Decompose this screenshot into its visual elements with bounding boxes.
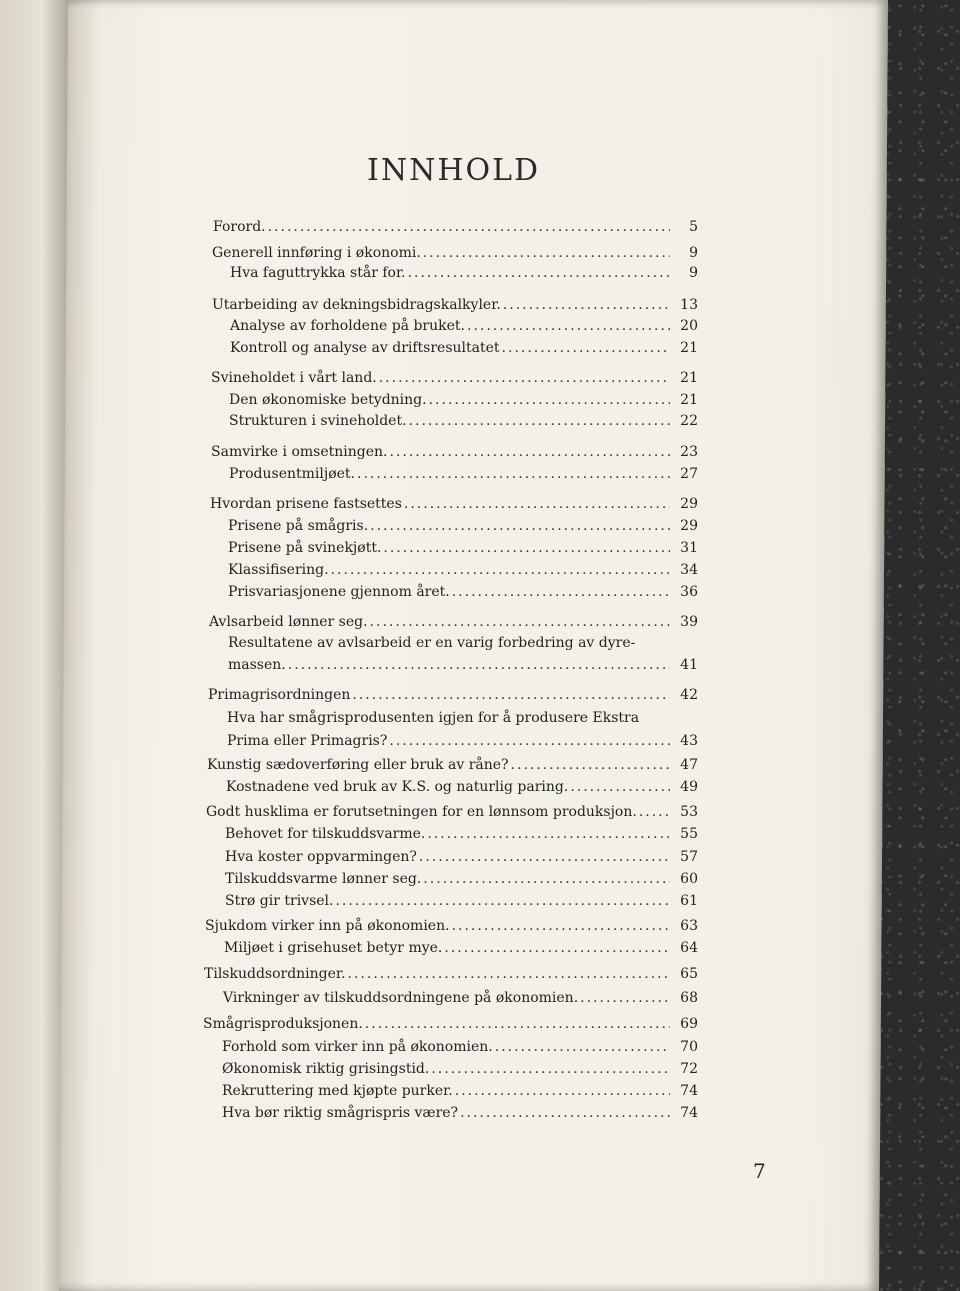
dot-leader xyxy=(511,757,670,773)
dot-leader xyxy=(335,893,670,909)
toc-entry-label: Prisene på smågris. xyxy=(228,518,369,534)
toc-subentry xyxy=(225,893,698,913)
dot-leader xyxy=(502,340,670,356)
toc-entry xyxy=(212,245,698,265)
toc-entry-label: Miljøet i grisehuset betyr mye. xyxy=(224,940,443,956)
toc-entry-page: 22 xyxy=(680,413,698,429)
toc-subentry-label-line1: Resultatene av avlsarbeid er en varig forbedring av dyre- xyxy=(228,635,636,651)
page-number: 7 xyxy=(753,1159,766,1183)
toc-entry-label: Generell innføring i økonomi. xyxy=(212,245,421,261)
toc-entry-label: Tilskuddsordninger. xyxy=(204,966,346,982)
dot-leader xyxy=(423,245,670,261)
dot-leader xyxy=(460,1105,670,1121)
toc-entry xyxy=(208,687,698,707)
toc-entry-label: Den økonomiske betydning. xyxy=(229,392,427,408)
toc-entry-label: Kostnadene ved bruk av K.S. og naturlig paring. xyxy=(226,779,569,795)
dot-leader xyxy=(419,849,670,865)
toc-entry-page: 21 xyxy=(680,392,698,408)
toc-entry-page: 29 xyxy=(680,496,698,512)
toc-subentry xyxy=(228,562,698,582)
toc-entry xyxy=(203,1016,698,1036)
dot-leader xyxy=(429,392,670,408)
toc-subentry xyxy=(230,340,698,360)
toc-entry-page: 63 xyxy=(680,918,698,934)
toc-subentry xyxy=(229,392,698,412)
toc-entry xyxy=(207,757,698,777)
toc-entry-label: Godt husklima er forutsetningen for en lønnsom produksjon. xyxy=(206,804,637,820)
toc-entry-label: Hva bør riktig smågrispris være? xyxy=(222,1105,459,1121)
dot-leader xyxy=(357,466,670,482)
toc-entry-page: 13 xyxy=(680,297,698,313)
toc-subentry xyxy=(228,540,698,560)
toc-entry-label: Strukturen i svineholdet. xyxy=(229,413,407,429)
dot-leader xyxy=(389,733,670,749)
toc-entry-label: Hva faguttrykka står for. xyxy=(230,265,406,281)
toc-entry xyxy=(205,918,698,938)
toc-entry-page: 47 xyxy=(680,757,698,773)
dot-leader xyxy=(580,990,670,1006)
toc-entry-page: 27 xyxy=(680,466,698,482)
toc-entry-label: Produsentmiljøet. xyxy=(229,466,355,482)
toc-entry-label: massen. xyxy=(228,657,286,673)
toc-entry-label: Sjukdom virker inn på økonomien. xyxy=(205,918,450,934)
toc-subentry xyxy=(227,733,698,753)
toc-entry xyxy=(211,444,698,464)
toc-subentry xyxy=(228,657,698,677)
toc-entry-page: 49 xyxy=(680,779,698,795)
toc-subentry xyxy=(224,940,698,960)
dot-leader xyxy=(365,1016,670,1032)
toc-entry-label: Prisvariasjonene gjennom året. xyxy=(228,584,450,600)
dot-leader xyxy=(404,496,670,512)
toc-entry-page: 39 xyxy=(680,614,698,630)
dot-leader xyxy=(503,297,670,313)
toc-subentry xyxy=(222,1105,698,1125)
toc-entry-page: 69 xyxy=(680,1016,698,1032)
dot-leader xyxy=(331,562,670,578)
toc-entry-label: Økonomisk riktig grisingstid. xyxy=(222,1061,430,1077)
toc-entry-label: Strø gir trivsel. xyxy=(225,893,334,909)
toc-entry-label: Behovet for tilskuddsvarme. xyxy=(225,826,426,842)
toc-subentry xyxy=(229,466,698,486)
toc-subentry xyxy=(225,871,698,891)
dot-leader xyxy=(389,444,670,460)
toc-subentry xyxy=(228,518,698,538)
toc-entry-label: Forhold som virker inn på økonomien. xyxy=(222,1039,493,1055)
toc-subentry xyxy=(229,413,698,433)
toc-entry-label: Svineholdet i vårt land. xyxy=(211,370,377,386)
dot-leader xyxy=(348,966,670,982)
toc-entry xyxy=(204,966,698,986)
toc-entry-page: 60 xyxy=(680,871,698,887)
toc-entry-page: 65 xyxy=(680,966,698,982)
toc-subentry-label-line1: Hva har smågrisprodusenten igjen for å produsere Ekstra xyxy=(227,710,640,726)
toc-entry-page: 68 xyxy=(680,990,698,1006)
toc-subentry xyxy=(230,265,698,285)
toc-entry xyxy=(211,370,698,390)
toc-entry-page: 55 xyxy=(680,826,698,842)
dot-leader xyxy=(427,826,670,842)
toc-entry-page: 57 xyxy=(680,849,698,865)
toc-entry-page: 74 xyxy=(680,1083,698,1099)
toc-entry-page: 29 xyxy=(680,518,698,534)
dot-leader xyxy=(570,779,670,795)
toc-entry xyxy=(210,496,698,516)
dot-leader xyxy=(383,540,670,556)
toc-entry-page: 9 xyxy=(689,265,698,281)
toc-entry-page: 74 xyxy=(680,1105,698,1121)
dot-leader xyxy=(352,687,670,703)
dot-leader xyxy=(423,871,670,887)
toc-entry-label: Primagrisordningen xyxy=(208,687,351,703)
toc-entry-page: 9 xyxy=(689,245,698,261)
toc-subentry xyxy=(226,779,698,799)
toc-entry-page: 5 xyxy=(689,219,698,235)
dot-leader xyxy=(455,1083,670,1099)
toc-entry-label: Rekruttering med kjøpte purker. xyxy=(222,1083,453,1099)
toc-entry-label: Hva koster oppvarmingen? xyxy=(225,849,417,865)
dot-leader xyxy=(452,918,670,934)
dot-leader xyxy=(370,614,670,630)
toc-subentry xyxy=(223,990,698,1010)
toc-entry-label: Avlsarbeid lønner seg. xyxy=(209,614,368,630)
toc-entry-label: Prima eller Primagris? xyxy=(227,733,388,749)
dot-leader xyxy=(495,1039,670,1055)
toc-subentry xyxy=(230,318,698,338)
toc-entry-label: Kunstig sædoverføring eller bruk av råne? xyxy=(207,757,509,773)
toc-entry-label: Virkninger av tilskuddsordningene på økonomien. xyxy=(223,990,579,1006)
dot-leader xyxy=(639,804,670,820)
toc-entry-label: Tilskuddsvarme lønner seg. xyxy=(225,871,422,887)
toc-entry-page: 21 xyxy=(680,340,698,356)
toc-entry-page: 53 xyxy=(680,804,698,820)
dot-leader xyxy=(452,584,670,600)
toc-entry-label: Utarbeiding av dekningsbidragskalkyler. xyxy=(212,297,501,313)
toc-entry-page: 72 xyxy=(680,1061,698,1077)
dot-leader xyxy=(370,518,670,534)
dot-leader xyxy=(467,318,670,334)
toc-entry xyxy=(212,297,698,317)
toc-subentry xyxy=(222,1039,698,1059)
dot-leader xyxy=(409,413,670,429)
dot-leader xyxy=(444,940,670,956)
toc-subentry xyxy=(222,1083,698,1103)
toc-entry-page: 20 xyxy=(680,318,698,334)
toc-entry-page: 23 xyxy=(680,444,698,460)
toc-subentry xyxy=(225,826,698,846)
toc-subentry xyxy=(225,849,698,869)
toc-entry-label: Forord. xyxy=(213,219,266,235)
dot-leader xyxy=(408,265,670,281)
toc-subentry xyxy=(222,1061,698,1081)
toc-entry-label: Samvirke i omsetningen. xyxy=(211,444,388,460)
toc-subentry xyxy=(228,584,698,604)
toc-entry-page: 64 xyxy=(680,940,698,956)
toc-entry xyxy=(209,614,698,634)
toc-entry-page: 70 xyxy=(680,1039,698,1055)
toc-entry xyxy=(213,219,698,239)
toc-entry-label: Klassifisering. xyxy=(228,562,329,578)
toc-entry-page: 34 xyxy=(680,562,698,578)
toc-entry-label: Prisene på svinekjøtt. xyxy=(228,540,382,556)
toc-entry-label: Kontroll og analyse av driftsresultatet xyxy=(230,340,500,356)
toc-entry-page: 61 xyxy=(680,893,698,909)
toc-entry xyxy=(206,804,698,824)
toc-entry-page: 21 xyxy=(680,370,698,386)
dot-leader xyxy=(379,370,670,386)
toc-entry-page: 41 xyxy=(680,657,698,673)
toc-entry-page: 43 xyxy=(680,733,698,749)
toc-entry-label: Hvordan prisene fastsettes xyxy=(210,496,402,512)
toc-entry-label: Analyse av forholdene på bruket. xyxy=(230,318,465,334)
page-title: INNHOLD xyxy=(367,153,541,188)
toc-entry-page: 42 xyxy=(680,687,698,703)
dot-leader xyxy=(431,1061,670,1077)
toc-entry-page: 31 xyxy=(680,540,698,556)
toc-entry-label: Smågrisproduksjonen. xyxy=(203,1016,363,1032)
dot-leader xyxy=(268,219,670,235)
dot-leader xyxy=(288,657,670,673)
toc-entry-page: 36 xyxy=(680,584,698,600)
